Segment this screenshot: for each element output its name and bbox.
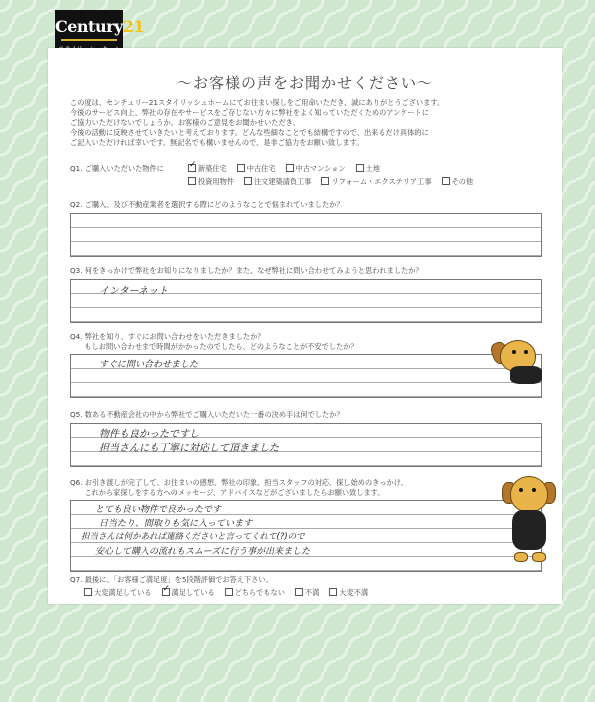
- q6-label: Q6. お引き渡しが完了して、お住まいの感想、弊社の印象、担当スタッフの対応、探し始めのきっかけ、 これから家探しをする方へのメッセージ、アドバイスなどがございましたらお願い致します。: [70, 478, 408, 497]
- q1-options-row1: [188, 164, 390, 174]
- q6-answer-line-1: とても良い物件で良かったです: [95, 505, 222, 515]
- q5-answer-box[interactable]: [70, 423, 542, 467]
- q1-option[interactable]: [356, 164, 380, 174]
- q7-option-label: 大変満足している: [94, 588, 152, 597]
- q3-answer: インターネット: [99, 286, 169, 297]
- dog-eye: [524, 350, 528, 354]
- q1-option-label: 中古マンション: [295, 164, 346, 173]
- checkbox-icon[interactable]: [188, 177, 196, 185]
- q7-option[interactable]: [295, 588, 319, 598]
- q1-option[interactable]: [442, 177, 474, 187]
- q1-option-label: その他: [451, 177, 474, 186]
- checkbox-icon[interactable]: [442, 177, 450, 185]
- checkbox-icon[interactable]: [244, 177, 252, 185]
- survey-sheet: [48, 48, 562, 604]
- q4-answer: すぐに問い合わせました: [99, 360, 199, 370]
- q1-option-label: 注文建築請負工事: [253, 177, 312, 186]
- q7-option[interactable]: [162, 588, 215, 598]
- dog-eye: [512, 350, 516, 354]
- survey-title: ～お客様の声をお聞かせください～: [176, 74, 433, 92]
- q7-option-label: 不満: [304, 588, 320, 597]
- q6-answer-line-4: 安心して購入の流れもスムーズに行う事が出来ました: [95, 547, 311, 557]
- q4-answer-box[interactable]: [70, 354, 542, 398]
- checkbox-icon[interactable]: [286, 164, 294, 172]
- dog-mascot-waving: [490, 336, 560, 388]
- q2-answer-box[interactable]: [70, 213, 542, 257]
- q4-label: Q4. 弊社を知り、すぐにお問い合わせをいただきましたか？ もしお問い合わせまで時間がかかったのでしたら、どのようなことが不安でしたか？: [70, 332, 358, 351]
- dog-head: [510, 476, 548, 512]
- logo-brand-number: 21: [122, 17, 145, 36]
- q1-option[interactable]: [244, 177, 312, 187]
- checkbox-icon[interactable]: [237, 164, 245, 172]
- q6-answer-line-3: 担当さんは何かあれば連絡くださいと言ってくれて(?)ので: [81, 532, 305, 542]
- q7-option[interactable]: [329, 588, 368, 598]
- dog-eye: [532, 488, 536, 492]
- checkbox-icon[interactable]: [225, 588, 233, 596]
- dog-eye: [519, 488, 523, 492]
- q7-label: Q7. 最後に、「お客様ご満足度」を5段階評価でお答え下さい。: [70, 575, 273, 584]
- logo-swoosh: [61, 39, 117, 41]
- q3-answer-box[interactable]: [70, 279, 542, 323]
- checkbox-icon[interactable]: [162, 588, 170, 596]
- q6-answer-box[interactable]: [70, 500, 542, 572]
- dog-foot: [532, 552, 546, 562]
- survey-intro: この度は、センチュリー21スタイリッシュホームにてお住まい探しをご用命いただき、誠にありがとうございます。 今後のサービス向上、弊社の存在やサービスをご存じない方々に弊社をよく知っていただくためのアンケートに ご協力いただけないでしょうか。お客様のご意見をお聞かせいただき、 今後の活動に反映させていきたいと考えております。どんな些細なことでも結構ですので、出来るだけ具体的に ご記入いただければ幸いです。無記名でも構いませんので、是非ご協力をお願い致します。: [70, 98, 445, 147]
- logo-brand: [55, 10, 145, 36]
- q1-option-label: 新築住宅: [198, 164, 227, 173]
- checkbox-icon[interactable]: [295, 588, 303, 596]
- checkbox-icon[interactable]: [329, 588, 337, 596]
- logo-brand-text: Century: [55, 17, 123, 36]
- q1-option-label: 中古住宅: [246, 164, 276, 173]
- q1-option-label: 投資用物件: [198, 177, 234, 186]
- q1-option[interactable]: [188, 164, 227, 174]
- q5-answer-line-2: 担当さんにも丁寧に対応して頂きました: [99, 443, 279, 454]
- q1-label: Q1. ご購入いただいた物件に: [70, 164, 164, 173]
- checkbox-icon[interactable]: [356, 164, 364, 172]
- q7-option-label: どちらでもない: [234, 588, 285, 597]
- dog-foot: [514, 552, 528, 562]
- q5-label: Q5. 数ある不動産会社の中から弊社でご購入いただいた一番の決め手は何でしたか？: [70, 410, 344, 419]
- q1-option-label: リフォーム・エクステリア工事: [331, 177, 432, 186]
- q7-options: [84, 588, 378, 598]
- q7-option-label: 満足している: [171, 588, 215, 597]
- dog-mascot-suit: [502, 472, 558, 564]
- q1-option[interactable]: [237, 164, 276, 174]
- q3-label: Q3. 何をきっかけで弊社をお知りになりましたか？また、なぜ弊社に問い合わせてみようと思われましたか？: [70, 266, 423, 275]
- checkbox-icon[interactable]: [84, 588, 92, 596]
- checkbox-icon[interactable]: [321, 177, 329, 185]
- q1-options-row2: [188, 177, 483, 187]
- q1-option[interactable]: [188, 177, 234, 187]
- q7-option[interactable]: [84, 588, 152, 598]
- dog-body: [510, 366, 542, 384]
- q1-option[interactable]: [286, 164, 346, 174]
- q7-option[interactable]: [225, 588, 285, 598]
- q1-option[interactable]: [321, 177, 431, 187]
- q2-label: Q2. ご購入、及び不動産業者を選択する際にどのようなことで悩まれていましたか？: [70, 200, 344, 209]
- dog-body: [512, 510, 546, 550]
- q7-option-label: 大変不満: [339, 588, 369, 597]
- checkbox-icon[interactable]: [188, 164, 196, 172]
- q5-answer-line-1: 物件も良かったですし: [99, 429, 199, 440]
- q6-answer-line-2: 日当たり、間取りも気に入っています: [99, 519, 253, 529]
- q1-option-label: 土地: [365, 164, 380, 173]
